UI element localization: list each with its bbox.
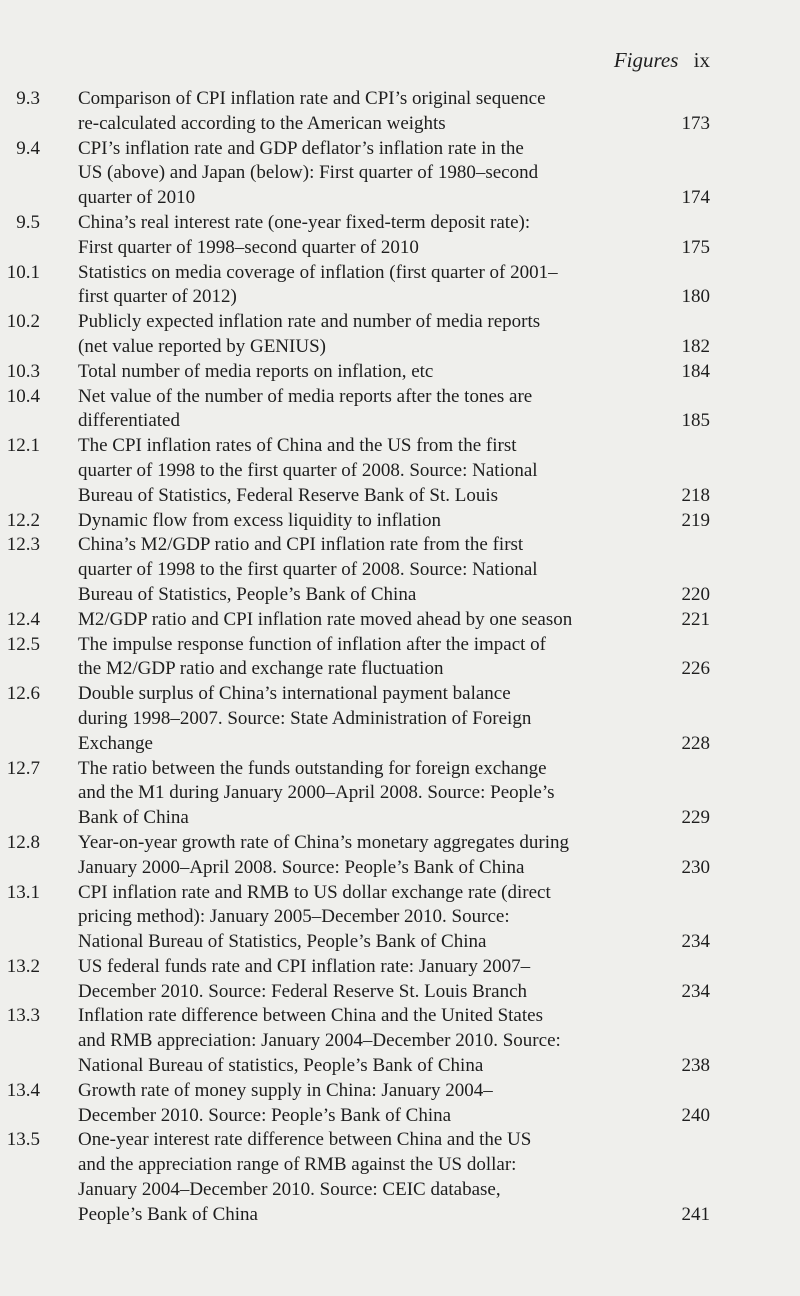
caption-line: One-year interest rate difference between China and the US — [78, 1129, 532, 1151]
caption-line: Bureau of Statistics, Federal Reserve Bank of St. Louis — [78, 484, 499, 506]
caption-line: National Bureau of statistics, People’s Bank of China — [78, 1055, 484, 1077]
caption-line: and the M1 during January 2000–April 2008. Source: People’s — [78, 782, 555, 804]
caption-line: US (above) and Japan (below): First quarter of 1980–second — [78, 162, 539, 184]
caption-line: Year-on-year growth rate of China’s monetary aggregates during — [78, 831, 570, 853]
figure-entry — [0, 955, 800, 1005]
figure-caption — [78, 211, 648, 261]
figure-number: 12.8 — [6, 831, 40, 853]
figure-entry — [0, 757, 800, 831]
caption-line: first quarter of 2012) — [78, 286, 237, 308]
figure-entry — [0, 261, 800, 311]
caption-line: and RMB appreciation: January 2004–December 2010. Source: — [78, 1030, 561, 1052]
figure-number: 13.3 — [6, 1005, 40, 1027]
figure-entry — [0, 137, 800, 211]
caption-line: The ratio between the funds outstanding for foreign exchange — [78, 757, 547, 779]
figure-caption — [78, 434, 648, 508]
caption-line: the M2/GDP ratio and exchange rate fluctuation — [78, 658, 444, 680]
figure-entry — [0, 881, 800, 955]
caption-line: Growth rate of money supply in China: January 2004– — [78, 1079, 493, 1101]
caption-line: quarter of 1998 to the first quarter of 2008. Source: National — [78, 459, 538, 481]
figure-number: 10.2 — [6, 311, 40, 333]
caption-line: Bank of China — [78, 807, 189, 829]
figure-entry — [0, 533, 800, 607]
figure-entry — [0, 1128, 800, 1227]
page-number: 238 — [681, 1055, 710, 1077]
caption-line: First quarter of 1998–second quarter of 2010 — [78, 236, 419, 258]
figure-number: 10.4 — [6, 385, 40, 407]
figure-caption — [78, 881, 648, 955]
figure-entry — [0, 211, 800, 261]
figure-number: 10.3 — [6, 360, 40, 382]
figure-number: 13.1 — [6, 881, 40, 903]
page-number: 220 — [681, 583, 710, 605]
figure-entry — [0, 831, 800, 881]
caption-line: China’s real interest rate (one-year fixed-term deposit rate): — [78, 211, 531, 233]
figure-entry — [0, 360, 800, 385]
caption-line: December 2010. Source: People’s Bank of China — [78, 1104, 452, 1126]
page-number: 221 — [681, 608, 710, 630]
figure-number: 12.5 — [6, 633, 40, 655]
figure-caption — [78, 1004, 648, 1078]
figure-entry — [0, 682, 800, 756]
figure-caption — [78, 757, 648, 831]
page-number: 184 — [681, 360, 710, 382]
figure-number: 13.2 — [6, 955, 40, 977]
figure-entry — [0, 434, 800, 508]
caption-line: China’s M2/GDP ratio and CPI inflation rate from the first — [78, 534, 524, 556]
figure-entry — [0, 633, 800, 683]
page-number: 180 — [681, 286, 710, 308]
caption-line: during 1998–2007. Source: State Administration of Foreign — [78, 707, 532, 729]
page-number: 174 — [681, 187, 710, 209]
caption-line: pricing method): January 2005–December 2010. Source: — [78, 906, 510, 928]
figure-number: 12.6 — [6, 683, 40, 705]
caption-line: Exchange — [78, 732, 153, 754]
caption-line: National Bureau of Statistics, People’s Bank of China — [78, 931, 487, 953]
caption-line: Statistics on media coverage of inflation (first quarter of 2001– — [78, 261, 558, 283]
page-number: 219 — [681, 509, 710, 531]
caption-line: (net value reported by GENIUS) — [78, 335, 326, 357]
figure-caption — [78, 1128, 648, 1227]
page-number: 185 — [681, 410, 710, 432]
figure-number: 12.1 — [6, 435, 40, 457]
page-number: 182 — [681, 335, 710, 357]
page-number: 234 — [681, 980, 710, 1002]
figure-caption — [78, 509, 648, 534]
caption-line: Net value of the number of media reports after the tones are — [78, 385, 533, 407]
caption-line: US federal funds rate and CPI inflation rate: January 2007– — [78, 955, 531, 977]
figure-entry — [0, 509, 800, 534]
caption-line: Double surplus of China’s international payment balance — [78, 683, 511, 705]
figure-caption — [78, 608, 648, 633]
page-number: 234 — [681, 931, 710, 953]
page-number: 228 — [681, 732, 710, 754]
figure-caption — [78, 310, 648, 360]
caption-line: The impulse response function of inflation after the impact of — [78, 633, 546, 655]
figure-entry — [0, 1004, 800, 1078]
figure-number: 12.7 — [6, 757, 40, 779]
figure-entry — [0, 87, 800, 137]
caption-line: December 2010. Source: Federal Reserve St. Louis Branch — [78, 980, 528, 1002]
caption-line: CPI’s inflation rate and GDP deflator’s inflation rate in the — [78, 137, 524, 159]
figure-caption — [78, 1079, 648, 1129]
figure-number: 10.1 — [6, 261, 40, 283]
figure-list — [0, 87, 800, 1228]
caption-line: People’s Bank of China — [78, 1203, 258, 1225]
figure-number: 12.2 — [6, 509, 40, 531]
figure-entry — [0, 310, 800, 360]
page-number: 241 — [681, 1203, 710, 1225]
caption-line: Total number of media reports on inflation, etc — [78, 360, 434, 382]
caption-line: quarter of 1998 to the first quarter of 2008. Source: National — [78, 559, 538, 581]
page-number: 229 — [681, 807, 710, 829]
caption-line: Publicly expected inflation rate and number of media reports — [78, 311, 541, 333]
caption-line: Bureau of Statistics, People’s Bank of China — [78, 583, 417, 605]
figure-caption — [78, 360, 648, 385]
page-number: 175 — [681, 236, 710, 258]
caption-line: differentiated — [78, 410, 180, 432]
figure-caption — [78, 261, 648, 311]
figure-number: 13.4 — [6, 1079, 40, 1101]
figure-number: 12.4 — [6, 608, 40, 630]
figure-number: 9.4 — [16, 137, 40, 159]
figure-caption — [78, 831, 648, 881]
caption-line: CPI inflation rate and RMB to US dollar exchange rate (direct — [78, 881, 551, 903]
page-number: 240 — [681, 1104, 710, 1126]
running-header — [614, 48, 710, 73]
figure-number: 9.5 — [16, 211, 40, 233]
figure-caption — [78, 385, 648, 435]
figure-number: 9.3 — [16, 88, 40, 109]
caption-line: Inflation rate difference between China and the United States — [78, 1005, 543, 1027]
figure-caption — [78, 137, 648, 211]
caption-line: The CPI inflation rates of China and the US from the first — [78, 435, 517, 457]
caption-line: M2/GDP ratio and CPI inflation rate moved ahead by one season — [78, 608, 573, 630]
figure-caption — [78, 682, 648, 756]
caption-line: January 2004–December 2010. Source: CEIC database, — [78, 1179, 501, 1201]
figure-entry — [0, 385, 800, 435]
caption-line: January 2000–April 2008. Source: People’s Bank of China — [78, 856, 525, 878]
figure-caption — [78, 955, 648, 1005]
figure-caption — [78, 533, 648, 607]
figure-entry — [0, 1079, 800, 1129]
caption-line: Dynamic flow from excess liquidity to inflation — [78, 509, 442, 531]
caption-line: quarter of 2010 — [78, 187, 196, 209]
figure-caption — [78, 87, 648, 137]
figure-number: 13.5 — [6, 1129, 40, 1151]
page-number: 230 — [681, 856, 710, 878]
page-number: 226 — [681, 658, 710, 680]
section-title: Figures — [613, 48, 679, 72]
page-number: 173 — [681, 112, 710, 134]
caption-line: Comparison of CPI inflation rate and CPI’s original sequence — [78, 88, 546, 109]
figure-entry — [0, 608, 800, 633]
caption-line: and the appreciation range of RMB against the US dollar: — [78, 1154, 517, 1176]
figure-caption — [78, 633, 648, 683]
page-number: 218 — [681, 484, 710, 506]
caption-line: re-calculated according to the American weights — [78, 112, 446, 134]
page-number-roman: ix — [693, 48, 710, 72]
figure-number: 12.3 — [6, 534, 40, 556]
